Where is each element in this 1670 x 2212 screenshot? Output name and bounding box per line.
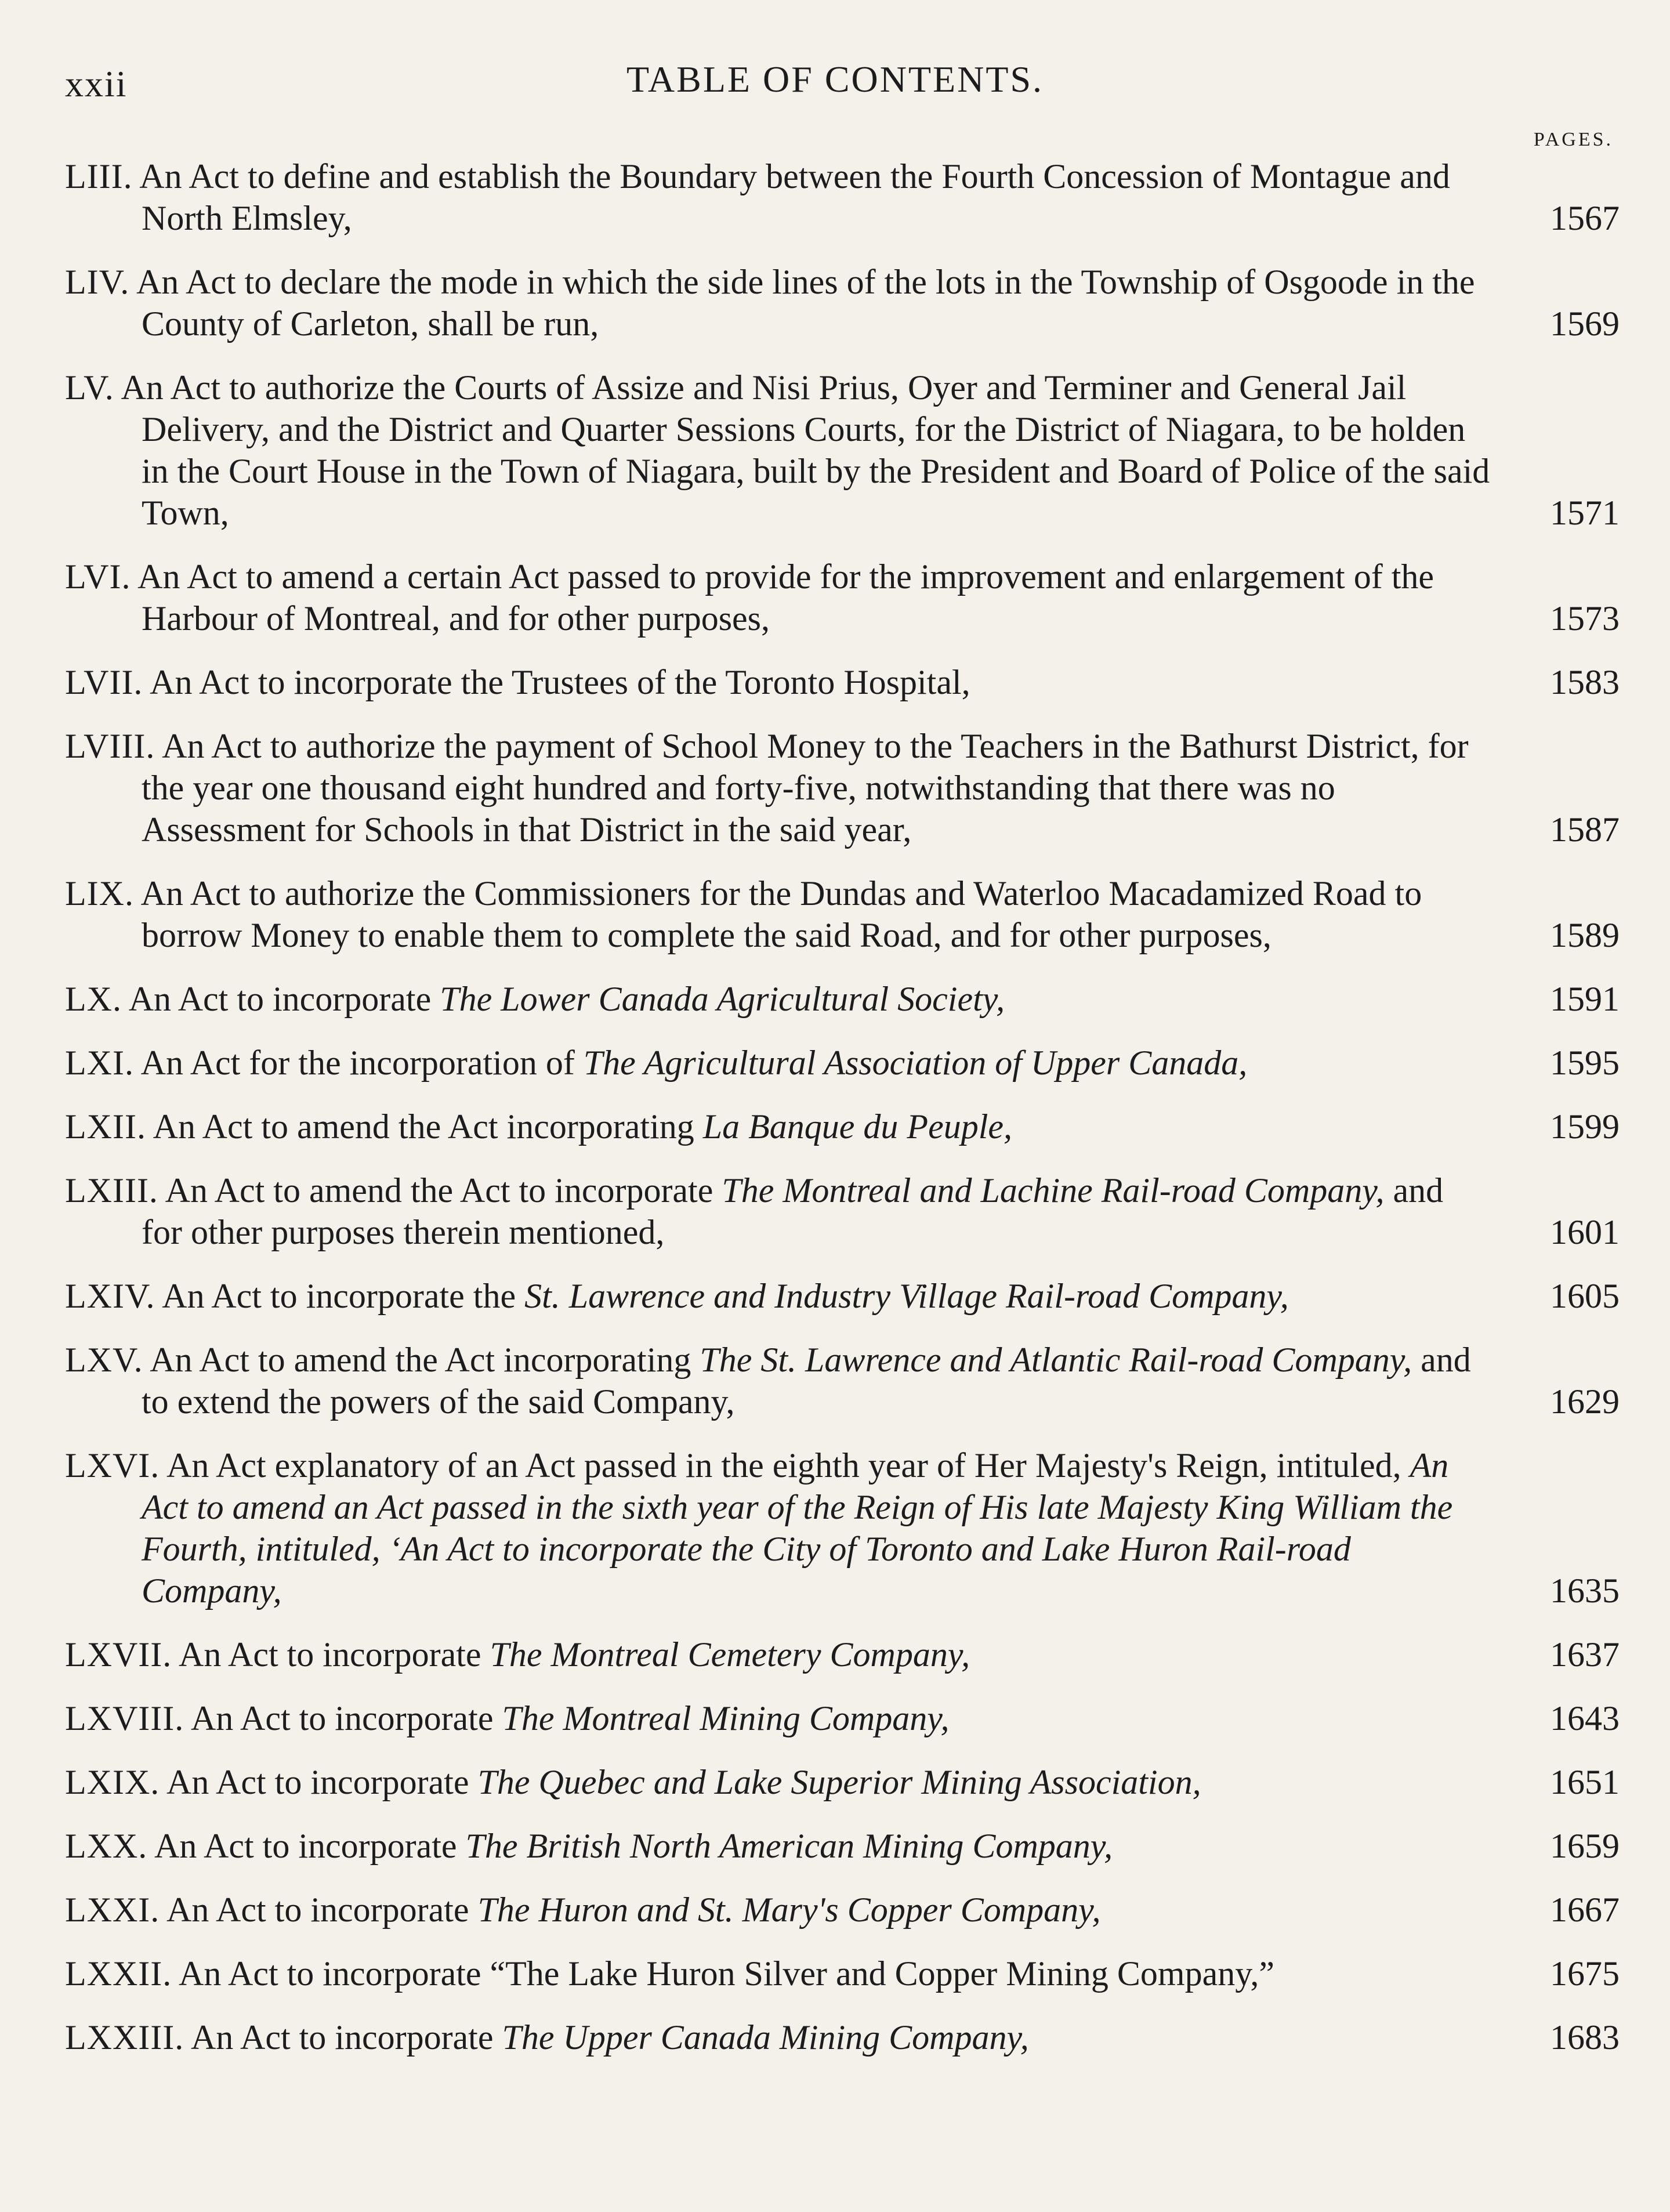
act-number: LXXIII. — [65, 2018, 184, 2057]
act-description: An Act to incorporate — [128, 980, 432, 1018]
act-corporate-title: The Huron and St. Mary's Copper Company, — [477, 1891, 1101, 1929]
page-number: 1605 — [1550, 1277, 1620, 1315]
act-number: LXVIII. — [65, 1699, 184, 1737]
toc-entry — [65, 261, 1620, 345]
act-number: LXX. — [65, 1827, 148, 1865]
act-description: An Act to incorporate — [154, 1827, 457, 1865]
act-corporate-title: The Quebec and Lake Superior Mining Association, — [477, 1763, 1201, 1801]
act-description-continued: and to extend the powers of the said Company, — [142, 1341, 1471, 1421]
page-number: 1643 — [1550, 1699, 1620, 1737]
page-title: TABLE OF CONTENTS. — [626, 59, 1044, 100]
toc-entry — [65, 367, 1620, 534]
toc-entry — [65, 661, 1620, 703]
act-description: An Act to authorize the Courts of Assize and Nisi Prius, Oyer and Terminer and General Jail Delivery, and the District and Quarter Sessions Courts, for the District of Niagara, to be holden in the Court House in the Town of Niagara, built by the President and Board of Police of the said Town, — [121, 368, 1490, 532]
act-number: LXVI. — [65, 1446, 160, 1485]
act-description: An Act to incorporate — [190, 1699, 494, 1737]
act-number: LVIII. — [65, 727, 155, 765]
act-description: An Act to amend the Act to incorporate — [165, 1171, 713, 1210]
page-number: 1675 — [1550, 1954, 1620, 1993]
act-description: An Act to incorporate — [178, 1635, 481, 1674]
act-number: LIX. — [65, 874, 134, 913]
act-description: An Act to amend the Act incorporating — [150, 1341, 691, 1379]
table-of-contents — [65, 155, 1620, 2080]
page-number: 1591 — [1550, 980, 1620, 1018]
act-description: An Act to define and establish the Boundary between the Fourth Concession of Montague and North Elmsley, — [139, 157, 1450, 237]
page-number: 1589 — [1550, 916, 1620, 954]
toc-entry — [65, 1825, 1620, 1867]
act-number: LIII. — [65, 157, 133, 196]
page-number: 1683 — [1550, 2018, 1620, 2057]
toc-entry — [65, 873, 1620, 956]
act-description: An Act to incorporate “The Lake Huron Silver and Copper Mining Company,” — [178, 1954, 1274, 1993]
act-description: An Act to incorporate the Trustees of the Toronto Hospital, — [150, 663, 970, 701]
page-number: 1635 — [1550, 1572, 1620, 1610]
page-number: 1599 — [1550, 1107, 1620, 1146]
act-corporate-title: The British North American Mining Company, — [465, 1827, 1113, 1865]
page-number: 1629 — [1550, 1382, 1620, 1421]
act-description-continued: and for other purposes therein mentioned, — [142, 1171, 1444, 1251]
toc-entry — [65, 2016, 1620, 2058]
act-number: LXIX. — [65, 1763, 160, 1801]
act-corporate-title: The Lower Canada Agricultural Society, — [440, 980, 1005, 1018]
pages-column-label: PAGES. — [1533, 129, 1613, 150]
act-number: LXI. — [65, 1044, 134, 1082]
act-corporate-title: The St. Lawrence and Atlantic Rail-road Company, — [700, 1341, 1412, 1379]
toc-entry — [65, 1953, 1620, 1994]
act-corporate-title: The Upper Canada Mining Company, — [502, 2018, 1029, 2057]
act-corporate-title: An Act to amend an Act passed in the sixth year of the Reign of His late Majesty King William the Fourth, intituled, ‘An Act to incorporate the City of Toronto and Lake Huron Rail-road Company, — [142, 1446, 1453, 1610]
act-description: An Act for the incorporation of — [140, 1044, 575, 1082]
act-number: LXVII. — [65, 1635, 172, 1674]
page-number: 1637 — [1550, 1635, 1620, 1674]
act-corporate-title: St. Lawrence and Industry Village Rail-road Company, — [524, 1277, 1289, 1315]
act-description: An Act to incorporate the — [162, 1277, 516, 1315]
toc-entry — [65, 1042, 1620, 1084]
act-number: LX. — [65, 980, 122, 1018]
toc-entry — [65, 725, 1620, 850]
page-number: 1667 — [1550, 1891, 1620, 1929]
act-number: LVII. — [65, 663, 143, 701]
act-number: LXIV. — [65, 1277, 155, 1315]
act-corporate-title: The Agricultural Association of Upper Canada, — [583, 1044, 1248, 1082]
act-corporate-title: The Montreal Cemetery Company, — [490, 1635, 970, 1674]
act-number: LXII. — [65, 1107, 146, 1146]
act-number: LV. — [65, 368, 114, 407]
act-number: LIV. — [65, 263, 130, 301]
page-number: 1571 — [1550, 494, 1620, 532]
act-number: LXXII. — [65, 1954, 172, 1993]
act-description: An Act to incorporate — [166, 1763, 469, 1801]
page-number: 1587 — [1550, 810, 1620, 849]
act-number: LVI. — [65, 557, 131, 596]
toc-entry — [65, 556, 1620, 639]
toc-entry — [65, 1889, 1620, 1931]
act-description: An Act to amend a certain Act passed to provide for the improvement and enlargement of the Harbour of Montreal, and for other purposes, — [137, 557, 1434, 638]
act-number: LXIII. — [65, 1171, 158, 1210]
act-description: An Act to authorize the Commissioners for the Dundas and Waterloo Macadamized Road to borrow Money to enable them to complete the said Road, and for other purposes, — [140, 874, 1422, 954]
page-number: 1595 — [1550, 1044, 1620, 1082]
act-description: An Act to authorize the payment of School Money to the Teachers in the Bathurst District, for the year one thousand eight hundred and forty-five, notwithstanding that there was no Assessment for Schools in that District in the said year, — [142, 727, 1469, 849]
act-number: LXV. — [65, 1341, 143, 1379]
page-number: 1567 — [1550, 199, 1620, 237]
toc-entry — [65, 1445, 1620, 1612]
act-corporate-title: La Banque du Peuple, — [702, 1107, 1012, 1146]
page-number: 1651 — [1550, 1763, 1620, 1801]
toc-entry — [65, 1761, 1620, 1803]
page-number: 1583 — [1550, 663, 1620, 701]
toc-entry — [65, 1170, 1620, 1253]
page-number: 1659 — [1550, 1827, 1620, 1865]
page-folio: xxii — [65, 63, 128, 104]
act-description: An Act to amend the Act incorporating — [153, 1107, 694, 1146]
page-number: 1601 — [1550, 1213, 1620, 1251]
act-corporate-title: The Montreal Mining Company, — [502, 1699, 950, 1737]
toc-entry — [65, 1697, 1620, 1739]
act-description: An Act to incorporate — [166, 1891, 469, 1929]
toc-entry — [65, 1634, 1620, 1675]
page-number: 1569 — [1550, 305, 1620, 343]
toc-entry — [65, 1106, 1620, 1147]
act-number: LXXI. — [65, 1891, 160, 1929]
page-number: 1573 — [1550, 599, 1620, 638]
act-corporate-title: The Montreal and Lachine Rail-road Company, — [722, 1171, 1385, 1210]
toc-entry — [65, 1339, 1620, 1422]
act-description: An Act to declare the mode in which the side lines of the lots in the Township of Osgoode in the County of Carleton, shall be run, — [136, 263, 1475, 343]
toc-entry — [65, 978, 1620, 1020]
act-description: An Act explanatory of an Act passed in the eighth year of Her Majesty's Reign, intituled, — [166, 1446, 1401, 1485]
toc-entry — [65, 155, 1620, 239]
toc-entry — [65, 1275, 1620, 1317]
act-description: An Act to incorporate — [190, 2018, 494, 2057]
